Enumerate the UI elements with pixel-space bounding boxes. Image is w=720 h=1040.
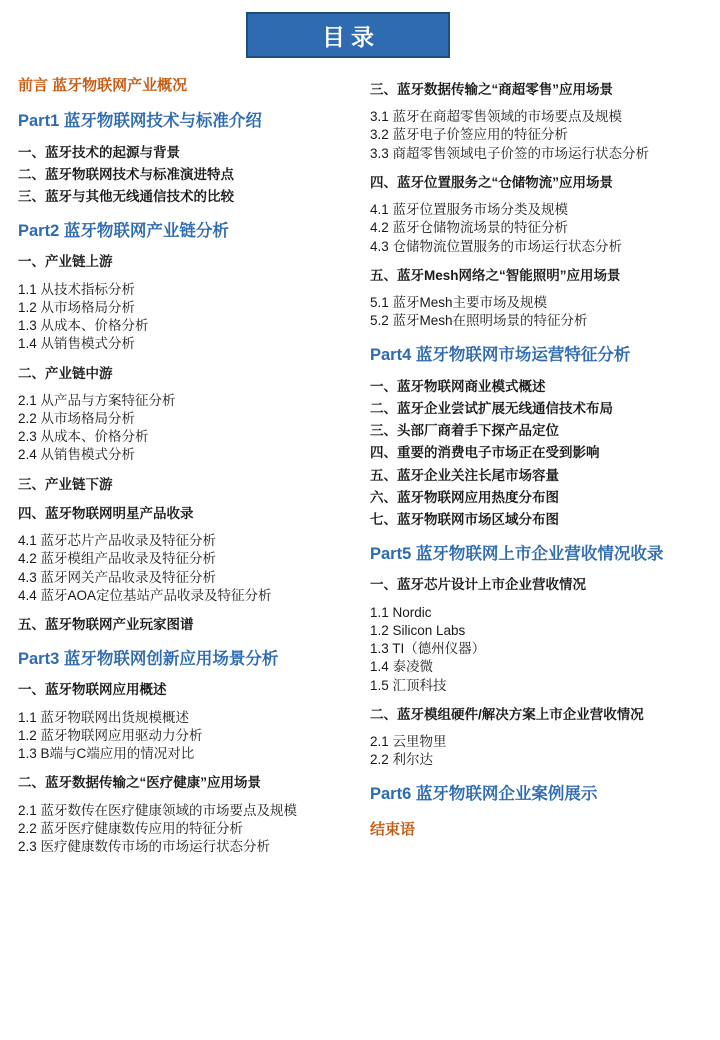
page-title: 目录 [322, 23, 380, 50]
toc-subsection[interactable]: 4.3 仓储物流位置服务的市场运行状态分析 [370, 238, 623, 254]
toc-section[interactable]: 二、蓝牙数据传输之“医疗健康”应用场景 [18, 775, 261, 791]
toc-section[interactable]: 二、蓝牙模组硬件/解决方案上市企业营收情况 [370, 706, 644, 722]
toc-subsection[interactable]: 2.1 从产品与方案特征分析 [18, 392, 176, 408]
toc-section[interactable]: 二、蓝牙企业尝试扩展无线通信技术布局 [370, 400, 613, 416]
toc-subsection[interactable]: 4.1 蓝牙位置服务市场分类及规模 [370, 202, 569, 218]
toc-section[interactable]: 五、蓝牙物联网产业玩家图谱 [18, 616, 194, 632]
toc-section[interactable]: 一、产业链上游 [18, 254, 113, 270]
toc-section[interactable]: 四、蓝牙位置服务之“仓储物流”应用场景 [370, 174, 613, 190]
toc-subsection[interactable]: 1.2 Silicon Labs [370, 622, 466, 638]
toc-section[interactable]: 二、产业链中游 [18, 365, 113, 381]
toc-subsection[interactable]: 2.1 云里物里 [370, 734, 447, 749]
toc-subsection[interactable]: 1.1 蓝牙物联网出货规模概述 [18, 709, 190, 725]
toc-subsection[interactable]: 5.2 蓝牙Mesh在照明场景的特征分析 [370, 313, 588, 329]
toc-column-right [360, 70, 720, 856]
toc-section[interactable]: 七、蓝牙物联网市场区域分布图 [370, 511, 559, 527]
toc-subsection[interactable]: 3.2 蓝牙电子价签应用的特征分析 [370, 127, 569, 143]
toc-section[interactable]: 五、蓝牙Mesh网络之“智能照明”应用场景 [370, 267, 621, 283]
page-title-banner [246, 12, 450, 58]
toc-part-heading[interactable]: Part3 蓝牙物联网创新应用场景分析 [18, 650, 279, 669]
toc-subsection[interactable]: 1.5 汇顶科技 [370, 677, 447, 693]
toc-subsection[interactable]: 3.1 蓝牙在商超零售领域的市场要点及规模 [370, 109, 623, 125]
toc-subsection[interactable]: 2.3 医疗健康数传市场的市场运行状态分析 [18, 838, 271, 854]
toc-section[interactable]: 三、蓝牙数据传输之“商超零售”应用场景 [370, 82, 613, 97]
toc-subsection[interactable]: 1.1 从技术指标分析 [18, 281, 136, 297]
toc-part-heading[interactable]: Part5 蓝牙物联网上市企业营收情况收录 [370, 545, 664, 564]
toc-subsection[interactable]: 2.2 蓝牙医疗健康数传应用的特征分析 [18, 820, 244, 836]
toc-subsection[interactable]: 4.1 蓝牙芯片产品收录及特征分析 [18, 533, 217, 549]
toc-part-heading[interactable]: Part6 蓝牙物联网企业案例展示 [370, 785, 598, 804]
toc-subsection[interactable]: 2.2 从市场格局分析 [18, 410, 136, 426]
toc-subsection[interactable]: 1.3 TI（德州仪器） [370, 641, 486, 657]
toc-subsection[interactable]: 1.4 泰凌微 [370, 659, 434, 675]
toc-subsection[interactable]: 2.1 蓝牙数传在医疗健康领域的市场要点及规模 [18, 802, 298, 818]
toc-subsection[interactable]: 1.2 从市场格局分析 [18, 299, 136, 315]
toc-subsection[interactable]: 1.4 从销售模式分析 [18, 336, 136, 352]
toc-subsection[interactable]: 4.4 蓝牙AOA定位基站产品收录及特征分析 [18, 587, 272, 603]
toc-section[interactable]: 一、蓝牙技术的起源与背景 [18, 144, 180, 160]
toc-subsection[interactable]: 3.3 商超零售领域电子价签的市场运行状态分析 [370, 145, 650, 161]
toc-subsection[interactable]: 1.3 从成本、价格分析 [18, 318, 149, 334]
toc-section[interactable]: 一、蓝牙芯片设计上市企业营收情况 [370, 577, 586, 593]
toc-section[interactable]: 六、蓝牙物联网应用热度分布图 [370, 489, 559, 505]
toc-subsection[interactable]: 4.3 蓝牙网关产品收录及特征分析 [18, 569, 217, 585]
toc-closing[interactable]: 结束语 [370, 820, 416, 838]
toc-section[interactable]: 五、蓝牙企业关注长尾市场容量 [370, 467, 559, 483]
toc-subsection[interactable]: 1.1 Nordic [370, 604, 432, 620]
toc-section[interactable]: 二、蓝牙物联网技术与标准演进特点 [18, 166, 234, 182]
toc-section[interactable]: 四、重要的消费电子市场正在受到影响 [370, 445, 600, 461]
toc-section[interactable]: 三、产业链下游 [18, 476, 113, 492]
toc-subsection[interactable]: 5.1 蓝牙Mesh主要市场及规模 [370, 294, 548, 310]
toc-subsection[interactable]: 2.3 从成本、价格分析 [18, 429, 149, 445]
toc-columns [0, 70, 720, 856]
toc-section[interactable]: 四、蓝牙物联网明星产品收录 [18, 505, 194, 521]
toc-subsection[interactable]: 4.2 蓝牙仓储物流场景的特征分析 [370, 220, 569, 236]
toc-section[interactable]: 一、蓝牙物联网商业模式概述 [370, 378, 546, 394]
toc-part-heading[interactable]: Part2 蓝牙物联网产业链分析 [18, 222, 229, 241]
toc-column-left [0, 70, 360, 856]
toc-subsection[interactable]: 1.2 蓝牙物联网应用驱动力分析 [18, 727, 203, 743]
toc-section[interactable]: 一、蓝牙物联网应用概述 [18, 682, 167, 698]
toc-part-heading[interactable]: Part4 蓝牙物联网市场运营特征分析 [370, 346, 631, 365]
toc-subsection[interactable]: 2.4 从销售模式分析 [18, 447, 136, 463]
toc-subsection[interactable]: 2.2 利尔达 [370, 752, 434, 768]
toc-section[interactable]: 三、头部厂商着手下探产品定位 [370, 423, 559, 439]
toc-section[interactable]: 三、蓝牙与其他无线通信技术的比较 [18, 188, 234, 204]
toc-subsection[interactable]: 4.2 蓝牙模组产品收录及特征分析 [18, 551, 217, 567]
toc-subsection[interactable]: 1.3 B端与C端应用的情况对比 [18, 746, 195, 762]
toc-part-heading[interactable]: Part1 蓝牙物联网技术与标准介绍 [18, 112, 262, 131]
toc-preface[interactable]: 前言 蓝牙物联网产业概况 [18, 77, 188, 94]
